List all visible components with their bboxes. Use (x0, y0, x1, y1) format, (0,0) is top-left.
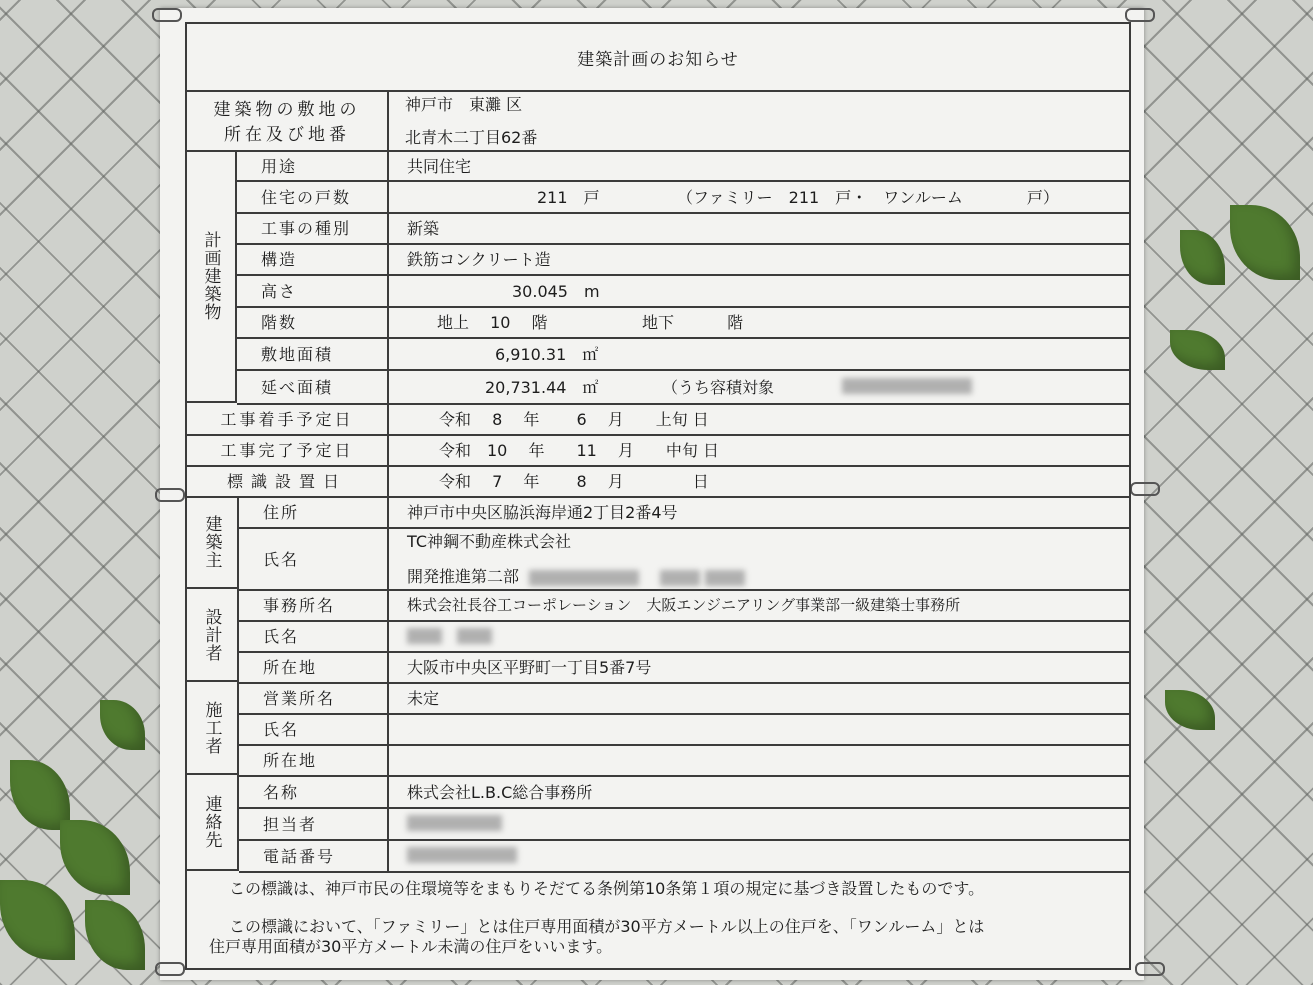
structure-row (237, 243, 1129, 276)
structure-label: 構造 (261, 250, 298, 269)
contact-name-row (239, 775, 1129, 809)
start-label: 工事着手予定日 (220, 410, 354, 429)
plan-group-label: 計画建築物 (187, 150, 237, 403)
height-value: 30.045 m (512, 281, 600, 301)
contractor-group-label: 施工者 (187, 682, 239, 775)
owner-address-row (239, 496, 1129, 529)
contractor-office-value: 未定 (407, 689, 440, 708)
work-type-row (237, 212, 1129, 245)
structure-value: 鉄筋コンクリート造 (407, 250, 551, 269)
owner-name-line1: TC神鋼不動産株式会社 (407, 532, 572, 551)
floors-label: 階数 (261, 313, 298, 332)
floor-area-value: 20,731.44 ㎡ (485, 377, 599, 397)
contact-group-label: 連絡先 (187, 775, 239, 871)
end-value: 令和 10 年 11 月 中旬 日 (439, 441, 719, 460)
units-row (237, 180, 1129, 214)
site-row (187, 90, 1129, 152)
site-area-label: 敷地面積 (261, 344, 334, 364)
floor-area-note: （うち容積対象 (662, 377, 775, 397)
floors-below: 地下 階 (642, 313, 744, 332)
contractor-name-row (239, 713, 1129, 746)
wire-tie (155, 488, 185, 502)
wire-tie (155, 962, 185, 976)
contact-person-row (239, 807, 1129, 841)
contact-name-value: 株式会社L.B.C総合事務所 (407, 782, 593, 802)
sign-row (187, 465, 1129, 498)
notice-table (185, 22, 1131, 970)
redacted-value (842, 369, 972, 403)
contact-name-label: 名称 (263, 782, 300, 802)
contractor-office-row (239, 682, 1129, 715)
start-row (187, 403, 1129, 436)
site-label: 建築物の敷地の所在及び地番 (213, 100, 361, 145)
title-row (187, 24, 1129, 92)
designer-name-row (239, 620, 1129, 653)
owner-group-label: 建築主 (187, 496, 239, 589)
designer-office-value: 株式会社長谷工コーポレーション 大阪エンジニアリング事業部一級建築士事務所 (407, 596, 961, 614)
end-row (187, 434, 1129, 467)
wire-tie (152, 8, 182, 22)
contact-person-value (387, 807, 502, 839)
designer-location-label: 所在地 (263, 658, 318, 677)
contractor-location-label: 所在地 (263, 751, 318, 770)
floor-area-label: 延べ面積 (261, 377, 334, 397)
floors-row (237, 306, 1129, 339)
designer-location-value: 大阪市中央区平野町一丁目5番7号 (407, 658, 652, 677)
owner-name-row (239, 527, 1129, 591)
owner-address-label: 住所 (263, 503, 300, 522)
sign-label: 標識設置日 (226, 472, 347, 491)
height-label: 高さ (261, 281, 298, 301)
units-label: 住宅の戸数 (261, 187, 352, 207)
contact-phone-row (239, 839, 1129, 873)
wire-tie (1135, 962, 1165, 976)
designer-office-label: 事務所名 (263, 596, 336, 615)
owner-name-label: 氏名 (263, 549, 300, 569)
site-value (387, 90, 1129, 150)
owner-address-value: 神戸市中央区脇浜海岸通2丁目2番4号 (407, 503, 678, 522)
owner-name-line2: 開発推進第二部 (407, 564, 745, 587)
designer-office-row (239, 589, 1129, 622)
work-type-label: 工事の種別 (261, 219, 352, 238)
start-value: 令和 8 年 6 月 上旬 日 (439, 410, 709, 429)
use-value: 共同住宅 (407, 156, 472, 176)
site-area-row (237, 337, 1129, 371)
designer-name-value (387, 620, 492, 651)
contractor-office-label: 営業所名 (263, 689, 336, 708)
site-line1: 神戸市 東灘 区 (405, 95, 523, 114)
contact-phone-label: 電話番号 (263, 846, 336, 866)
designer-location-row (239, 651, 1129, 684)
height-row (237, 274, 1129, 308)
designer-group-label: 設計者 (187, 589, 239, 682)
page-title: 建築計画のお知らせ (577, 49, 739, 70)
end-label: 工事完了予定日 (220, 441, 354, 460)
note-line2: この標識において、「ファミリー」とは住戸専用面積が30平方メートル以上の住戸を、「ワンルーム」とは (229, 917, 985, 936)
floor-area-row (237, 369, 1129, 405)
wire-tie (1130, 482, 1160, 496)
units-value: 211 戸 (537, 187, 600, 207)
site-line2: 北青木二丁目62番 (405, 128, 538, 147)
contractor-name-label: 氏名 (263, 720, 300, 739)
site-area-value: 6,910.31 ㎡ (495, 344, 599, 364)
use-label: 用途 (261, 156, 298, 176)
floors-above: 地上 10 階 (437, 313, 548, 332)
note-line3: 住戸専用面積が30平方メートル未満の住戸をいいます。 (209, 937, 613, 956)
designer-name-label: 氏名 (263, 627, 300, 646)
sign-value: 令和 7 年 8 月 日 (439, 472, 709, 491)
note-line1: この標識は、神戸市民の住環境等をまもりそだてる条例第10条第１項の規定に基づき設置したものです。 (229, 879, 985, 898)
contractor-location-row (239, 744, 1129, 777)
contact-person-label: 担当者 (263, 814, 318, 834)
contact-phone-value (387, 839, 517, 871)
units-breakdown: （ファミリー 211 戸・ ワンルーム 戸） (677, 187, 1059, 207)
work-type-value: 新築 (407, 219, 440, 238)
owner-name-value (387, 527, 1129, 589)
wire-tie (1125, 8, 1155, 22)
use-row (237, 150, 1129, 182)
